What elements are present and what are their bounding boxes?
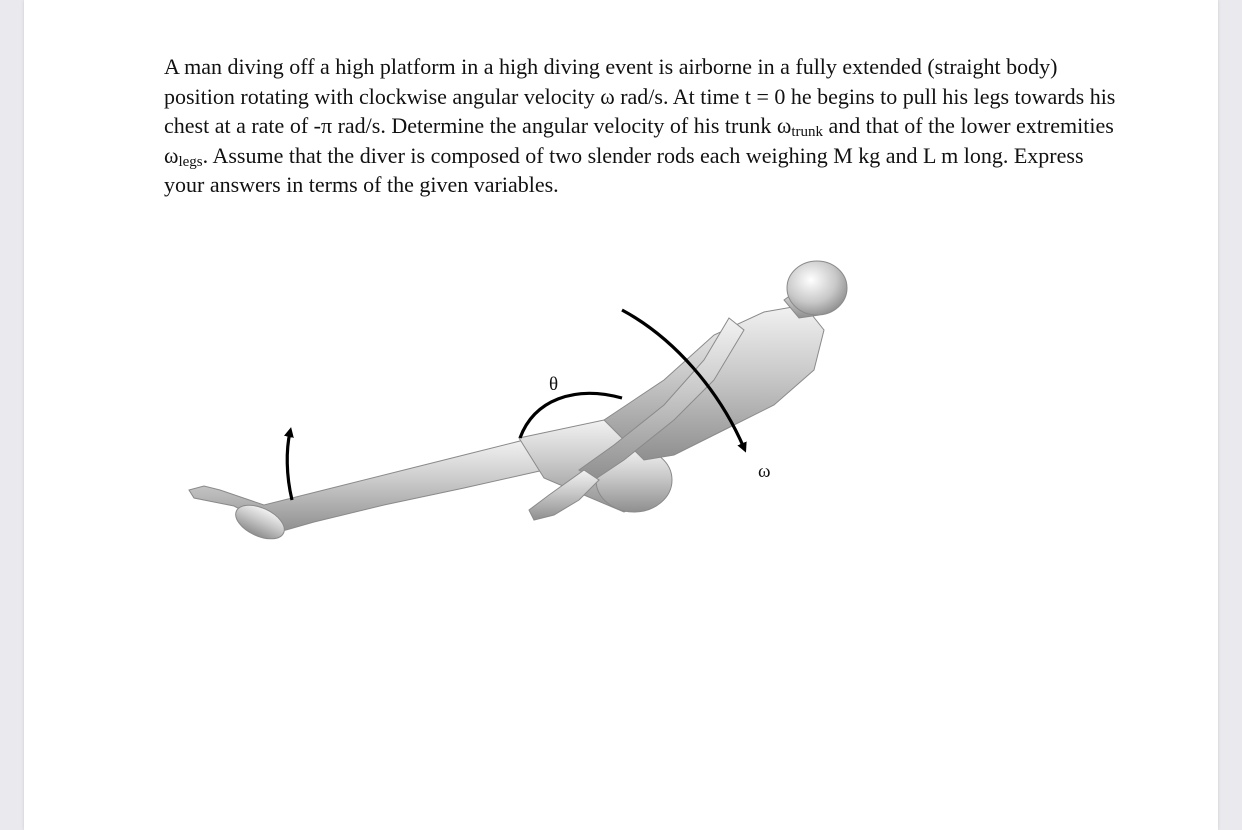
leg-rotation-arrow — [287, 432, 292, 500]
diver-figure — [24, 0, 1218, 830]
problem-text-part-3: . Assume that the diver is composed of two slender rods each weighing M kg and L m long. Express your answers in terms of the given variables. — [164, 142, 1084, 197]
problem-text-part-2: and that of the lower extremities ω — [164, 113, 1114, 168]
document-page — [24, 0, 1218, 830]
subscript-legs: legs — [178, 153, 203, 170]
problem-text-part-1: A man diving off a high platform in a high diving event is airborne in a fully extended (straight body) position rotating with clockwise angular velocity ω rad/s. At time t = 0 he begins to pull his legs towards his chest at a rate of -π rad/s. Determine the angular velocity of his trunk ω — [164, 54, 1116, 138]
omega-label: ω — [758, 461, 771, 482]
theta-label: θ — [549, 374, 559, 395]
subscript-trunk: trunk — [791, 124, 823, 140]
diver-body — [189, 261, 847, 546]
